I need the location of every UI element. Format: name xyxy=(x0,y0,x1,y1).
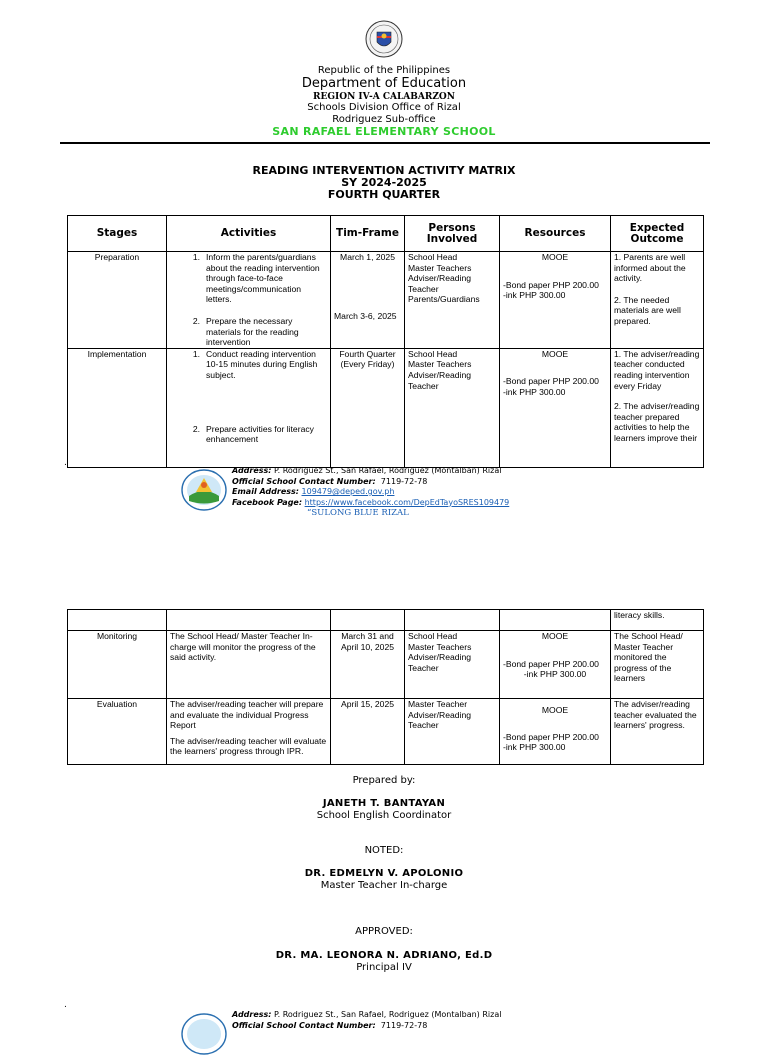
resources-cell: MOOE -Bond paper PHP 200.00 -ink PHP 300.00 xyxy=(500,252,611,349)
activity-matrix-table xyxy=(67,215,704,468)
suboffice-text: Rodriguez Sub-office xyxy=(332,114,436,125)
doc-title-line2: SY 2024-2025 xyxy=(341,176,427,189)
stage-preparation: Preparation xyxy=(68,252,167,349)
facebook-link[interactable]: https://www.facebook.com/DepEdTayoSRES109479 xyxy=(304,497,510,507)
table-row xyxy=(68,610,704,631)
stage-monitoring: Monitoring xyxy=(68,631,167,699)
header-divider xyxy=(60,142,710,144)
address-text: P. Rodriguez St., San Rafael, Rodriguez (Montalban) Rizal xyxy=(274,466,502,475)
region-text: REGION IV-A CALABARZON xyxy=(313,92,455,102)
sdo-rizal-logo-icon xyxy=(180,1012,228,1056)
timeframe-cell: March 1, 2025 March 3-6, 2025 xyxy=(331,252,405,349)
activity-text: Conduct reading intervention 10-15 minutes during English subject. xyxy=(206,348,318,380)
header-persons: Persons Involved xyxy=(405,216,500,252)
division-text: Schools Division Office of Rizal xyxy=(307,102,461,113)
header-stages: Stages xyxy=(68,216,167,252)
noted-label: NOTED: xyxy=(364,845,404,856)
approved-label: APPROVED: xyxy=(355,926,413,937)
activity-matrix-table-continued xyxy=(67,609,704,765)
approved-name: DR. MA. LEONORA N. ADRIANO, Ed.D xyxy=(275,950,493,961)
noted-title: Master Teacher In-charge xyxy=(320,880,448,891)
page-footer: Address: P. Rodriguez St., San Rafael, Rodriguez (Montalban) Rizal Official School Contact Number: 7119-72-78 Email Address: 109479@deped.gov.ph Facebook Page: https://www.facebook.com/DepEdTayoSRES109479 “SULONG BLUE RIZAL xyxy=(180,466,580,522)
table-row xyxy=(68,348,704,467)
address-text: P. Rodriguez St., San Rafael, Rodriguez (Montalban) Rizal xyxy=(274,1010,502,1019)
noted-name: DR. EDMELYN V. APOLONIO xyxy=(304,868,464,879)
resources-cell: MOOE -Bond paper PHP 200.00 -ink PHP 300.00 xyxy=(500,631,611,699)
prepared-title: School English Coordinator xyxy=(316,810,452,821)
activity-text: The adviser/reading teacher will prepare and evaluate the individual Progress Report xyxy=(170,699,324,731)
email-link[interactable]: 109479@deped.gov.ph xyxy=(301,487,395,496)
timeframe-cell: April 15, 2025 xyxy=(331,699,405,765)
table-row xyxy=(68,699,704,765)
header-outcome: Expected Outcome xyxy=(611,216,704,252)
resources-cell: MOOE -Bond paper PHP 200.00 -ink PHP 300.00 xyxy=(500,348,611,467)
persons-cell: School Head Master Teachers Adviser/Reading Teacher Parents/Guardians xyxy=(405,252,500,349)
table-row xyxy=(68,631,704,699)
outcome-cell: 1. The adviser/reading teacher conducted reading intervention every Friday 2. The adviser/reading teacher prepared activities to help the learners improve their xyxy=(611,348,704,467)
activity-text: Inform the parents/guardians about the reading intervention through face-to-face meetings/communication letters. xyxy=(206,252,320,305)
stage-implementation: Implementation xyxy=(68,348,167,467)
header-activities: Activities xyxy=(167,216,331,252)
activities-cell: 1. Inform the parents/guardians about the reading intervention through face-to-face meetings/communication letters. 2. Prepare the necessary materials for the reading intervention xyxy=(167,252,331,349)
activity-text: Prepare the necessary materials for the reading intervention xyxy=(206,315,299,348)
persons-cell: Master Teacher Adviser/Reading Teacher xyxy=(405,699,500,765)
prepared-name: JANETH T. BANTAYAN xyxy=(322,798,446,809)
activity-text: The adviser/reading teacher will evaluate the learners' progress through IPR. xyxy=(170,735,327,757)
outcome-cell: The adviser/reading teacher evaluated the learners' progress. xyxy=(611,699,704,765)
table-header-row xyxy=(68,216,704,252)
timeframe-cell: Fourth Quarter (Every Friday) xyxy=(331,348,405,467)
republic-text: Republic of the Philippines xyxy=(317,65,451,76)
prepared-label: Prepared by: xyxy=(352,775,416,786)
contact-number: 7119-72-78 xyxy=(380,1020,428,1030)
page-footer-partial: Address: P. Rodriguez St., San Rafael, Rodriguez (Montalban) Rizal Official School Contact Number: 7119-72-78 xyxy=(180,1010,580,1024)
persons-cell: School Head Master Teachers Adviser/Reading Teacher xyxy=(405,631,500,699)
contact-number: 7119-72-78 xyxy=(380,476,428,486)
table-row xyxy=(68,252,704,349)
page-dot: . xyxy=(64,1000,67,1010)
header-resources: Resources xyxy=(500,216,611,252)
school-name: SAN RAFAEL ELEMENTARY SCHOOL xyxy=(272,125,496,138)
outcome-cell: The School Head/ Master Teacher monitored the progress of the learners xyxy=(611,631,704,699)
slogan-text: “SULONG BLUE RIZAL xyxy=(307,508,409,518)
activities-cell: 1. Conduct reading intervention 10-15 minutes during English subject. 2. Prepare activities for literacy enhancement xyxy=(167,348,331,467)
department-text: Department of Education xyxy=(301,76,467,91)
doc-title-line3: FOURTH QUARTER xyxy=(327,188,441,201)
stage-evaluation: Evaluation xyxy=(68,699,167,765)
activity-text: Prepare activities for literacy enhancement xyxy=(206,423,314,445)
approved-title: Principal IV xyxy=(356,962,412,973)
persons-cell: School Head Master Teachers Adviser/Reading Teacher xyxy=(405,348,500,467)
deped-seal-icon xyxy=(365,20,403,58)
timeframe-cell: March 31 and April 10, 2025 xyxy=(331,631,405,699)
activity-text: The School Head/ Master Teacher In-charge will monitor the progress of the said activity. xyxy=(167,631,331,699)
doc-title-line1: READING INTERVENTION ACTIVITY MATRIX xyxy=(252,164,516,177)
sdo-rizal-logo-icon xyxy=(180,468,228,512)
resources-cell: MOOE -Bond paper PHP 200.00 -ink PHP 300.00 xyxy=(500,699,611,765)
activities-cell xyxy=(167,699,331,765)
outcome-cell: literacy skills. xyxy=(611,610,704,631)
outcome-cell: 1. Parents are well informed about the activity. 2. The needed materials are well prepared. xyxy=(611,252,704,349)
page-dot: . xyxy=(64,458,67,468)
header-timeframe: Tim-Frame xyxy=(331,216,405,252)
